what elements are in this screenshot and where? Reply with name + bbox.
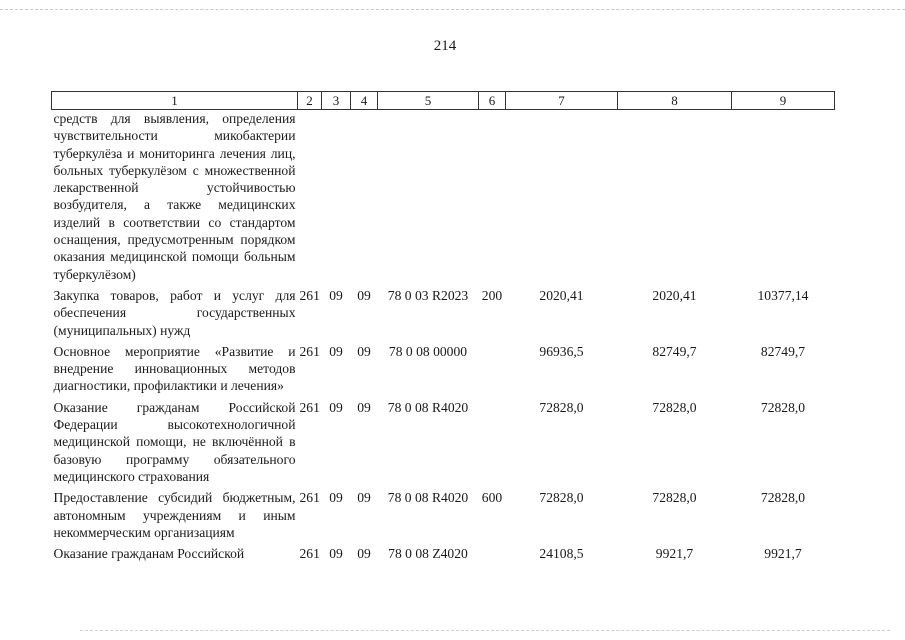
column-header: 9 [732,92,835,110]
row-col7 [506,110,618,287]
row-col4: 09 [357,490,371,506]
row-col5: 78 0 08 R4020 [387,490,469,506]
row-col2: 261 [299,490,320,506]
scan-edge-top [0,9,905,12]
row-col8: 2020,41 [652,287,697,303]
column-header: 6 [479,92,506,110]
row-col6: 200 [481,287,503,303]
row-col3: 09 [329,399,343,415]
row-col9: 9921,7 [764,546,802,562]
row-col6 [479,110,506,287]
column-header: 3 [322,92,351,110]
row-col5: 78 0 03 R2023 [387,287,469,303]
column-header: 5 [378,92,479,110]
row-col6: 600 [481,490,503,506]
row-col4: 09 [357,399,371,415]
row-col8: 72828,0 [652,490,697,506]
row-col6 [479,343,506,399]
row-col5: 78 0 08 Z4020 [388,546,468,562]
table-row [52,489,835,545]
row-col8: 9921,7 [655,546,694,562]
row-col9: 10377,14 [757,287,809,303]
scan-edge-bottom [80,630,890,633]
row-col3: 09 [329,546,343,562]
row-col7: 96936,5 [539,343,584,359]
table-row [52,343,835,399]
row-col5: 78 0 08 R4020 [387,399,469,415]
row-col6 [479,545,506,566]
row-col7: 24108,5 [539,546,584,562]
row-col7: 2020,41 [539,287,584,303]
row-col2: 261 [299,399,320,415]
row-col4: 09 [357,546,371,562]
row-name: Основное мероприятие «Развитие и внедрение инновационных методов диагностики, профилактики и лечения» [53,343,296,394]
row-name: Оказание гражданам Российской Федерации высокотехнологичной медицинской помощи, не включённой в базовую программу обязательного медицинского страхования [53,399,296,484]
page-number: 214 [433,38,457,54]
row-name: Предоставление субсидий бюджетным, автономным учреждениям и иным некоммерческим организациям [53,490,296,540]
row-col3: 09 [329,287,343,303]
table-row [52,545,835,566]
row-col4: 09 [357,287,371,303]
row-col9: 72828,0 [760,490,806,506]
table-row [52,399,835,489]
column-header: 2 [298,92,322,110]
row-col5: 78 0 08 00000 [388,343,468,359]
row-col7: 72828,0 [539,490,584,506]
row-col2: 261 [299,546,320,562]
row-name: Закупка товаров, работ и услуг для обеспечения государственных (муниципальных) нужд [53,287,296,338]
row-col9 [732,110,835,287]
row-col6 [479,399,506,489]
table-row [52,110,835,287]
row-col7: 72828,0 [539,399,584,415]
row-col5 [378,110,479,287]
table-row [52,287,835,343]
row-col2 [298,110,322,287]
row-col4: 09 [357,343,371,359]
row-col9: 82749,7 [760,343,806,359]
row-col2: 261 [299,343,320,359]
row-col3: 09 [329,343,343,359]
row-col8 [618,110,732,287]
row-name: средств для выявления, определения чувствительности микобактерии туберкулёза и мониторинга лечения лиц, больных туберкулёзом с множественной лекарственной устойчивостью возбудителя, а также медицинских изделий в соответствии со стандартом оснащения, предусмотренным порядком оказания медицинской помощи больным туберкулёзом) [53,111,296,282]
row-col2: 261 [299,287,320,303]
row-col4 [351,110,378,287]
row-col8: 72828,0 [652,399,697,415]
table-header-row [52,92,835,110]
row-col3: 09 [329,490,343,506]
column-header: 7 [506,92,618,110]
row-col3 [322,110,351,287]
column-header: 1 [52,92,298,110]
column-header: 4 [351,92,378,110]
row-col8: 82749,7 [652,343,697,359]
budget-table [51,91,835,566]
row-col9: 72828,0 [760,399,806,415]
column-header: 8 [618,92,732,110]
row-name: Оказание гражданам Российской [53,546,245,562]
